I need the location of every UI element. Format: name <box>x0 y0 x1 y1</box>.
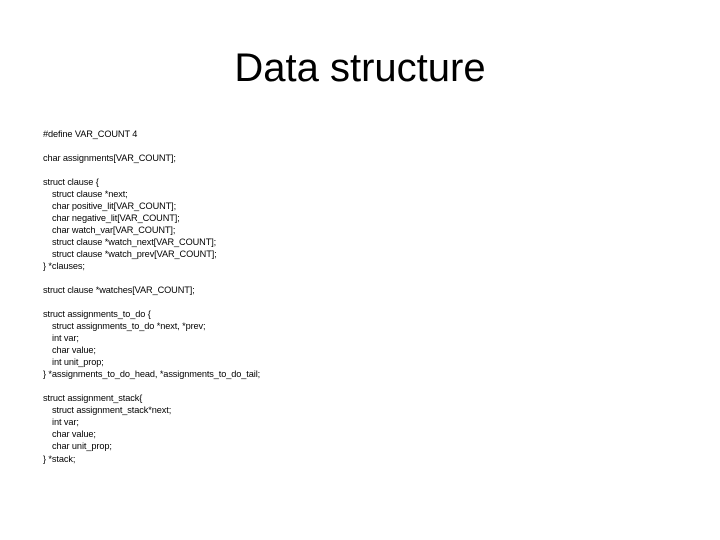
code-line: struct clause { <box>43 176 99 187</box>
code-line: struct clause *watch_next[VAR_COUNT]; <box>52 237 217 248</box>
code-line: char watch_var[VAR_COUNT]; <box>52 224 176 235</box>
code-line: char value; <box>52 345 96 356</box>
code-line: char negative_lit[VAR_COUNT]; <box>52 212 180 223</box>
code-listing <box>43 128 683 476</box>
code-line: struct clause *watches[VAR_COUNT]; <box>43 285 195 295</box>
code-line: #define VAR_COUNT 4 <box>43 129 138 139</box>
code-block <box>43 128 683 140</box>
code-line: struct assignment_stack*next; <box>52 405 172 416</box>
code-block <box>43 392 683 465</box>
code-block <box>43 308 683 381</box>
code-line: } *stack; <box>43 453 76 464</box>
code-line: char unit_prop; <box>52 441 112 452</box>
code-line: int var; <box>52 417 79 428</box>
code-line: int unit_prop; <box>52 357 104 368</box>
code-line: struct assignment_stack{ <box>43 393 143 404</box>
code-line: struct clause *next; <box>52 188 128 199</box>
code-line: char value; <box>52 429 96 440</box>
code-line: int var; <box>52 332 79 343</box>
code-line: char positive_lit[VAR_COUNT]; <box>52 200 177 211</box>
code-line: } *clauses; <box>43 261 85 272</box>
code-block <box>43 284 683 296</box>
code-line: } *assignments_to_do_head, *assignments_to_do_tail; <box>43 369 261 380</box>
code-block <box>43 152 683 164</box>
slide-title: Data structure <box>234 46 486 90</box>
code-line: struct assignments_to_do { <box>43 308 151 319</box>
code-block <box>43 176 683 273</box>
code-line: struct assignments_to_do *next, *prev; <box>52 320 206 331</box>
code-line: struct clause *watch_prev[VAR_COUNT]; <box>52 249 217 260</box>
code-line: char assignments[VAR_COUNT]; <box>43 152 176 163</box>
